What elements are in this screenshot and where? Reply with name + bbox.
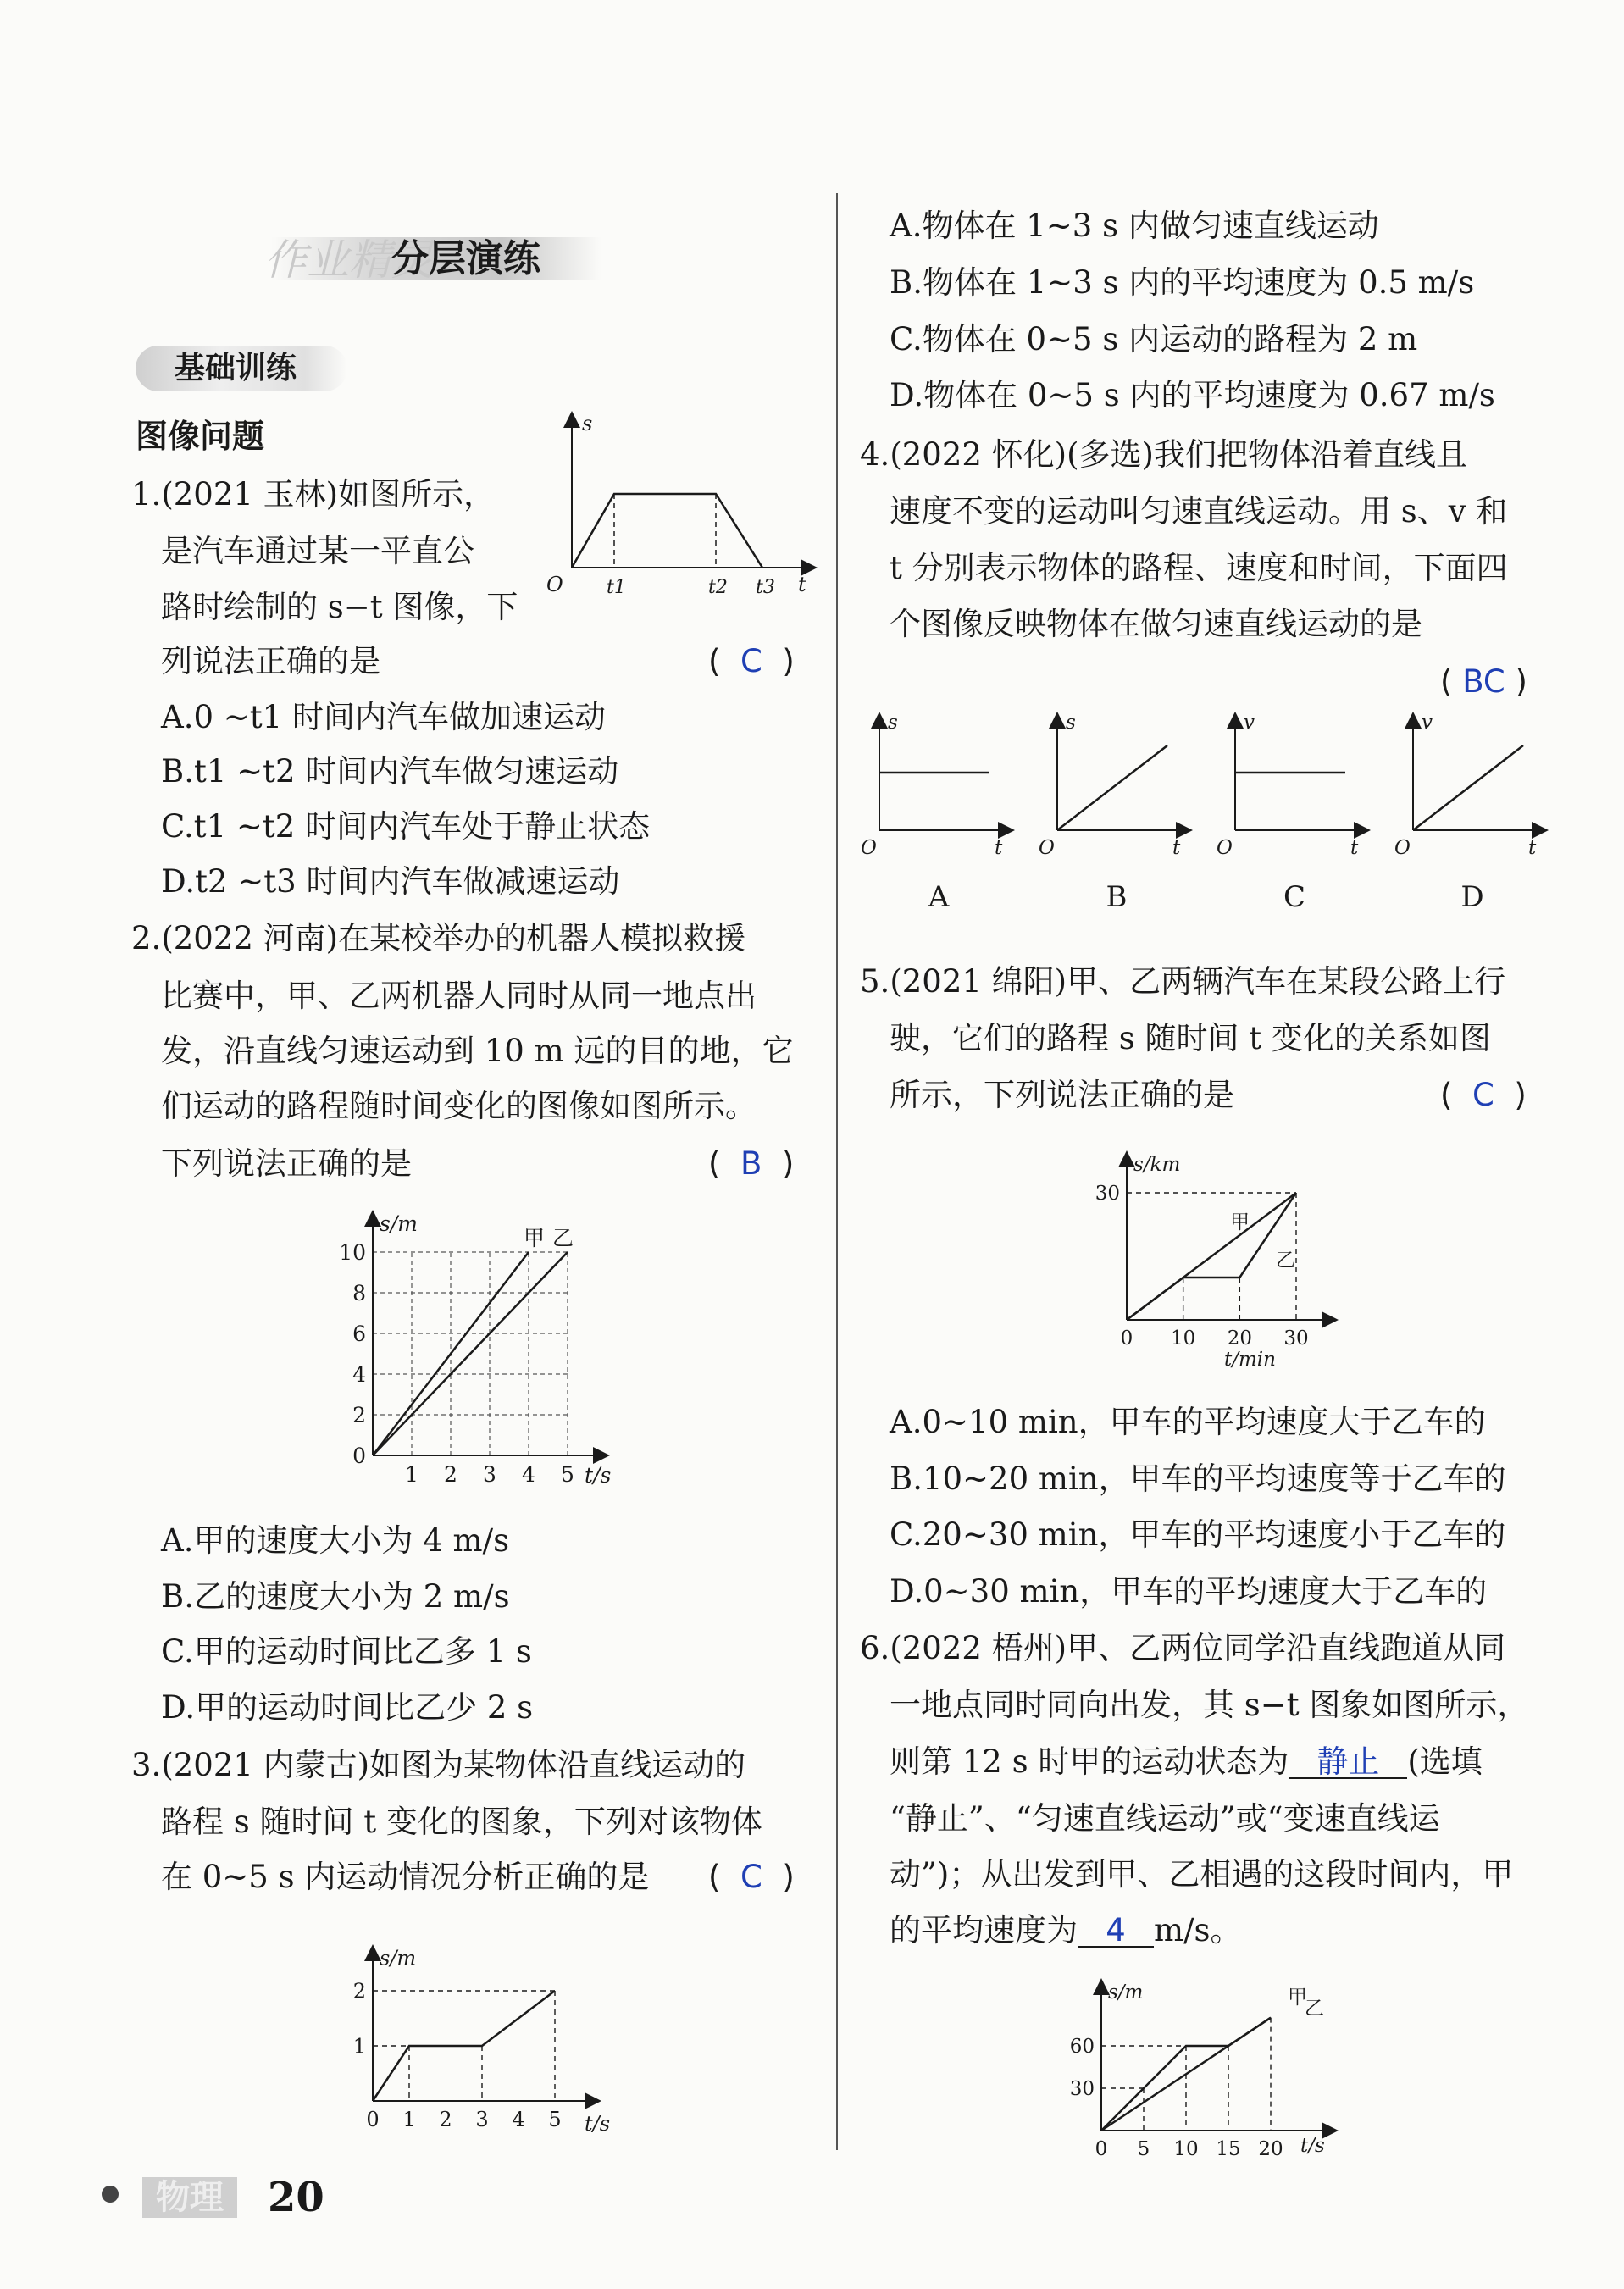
x-tick-label: 0 — [366, 2108, 380, 2131]
q3-line1: 3.(2021 内蒙古)如图为某物体沿直线运动的 — [131, 1747, 746, 1783]
x-tick-label: 15 — [1216, 2138, 1241, 2160]
graph-option-label: B — [1106, 880, 1128, 914]
q2-option: D.甲的运动时间比乙少 2 s — [161, 1689, 534, 1726]
x-tick-label: 30 — [1283, 1327, 1309, 1350]
y-tick-label: 2 — [352, 1979, 366, 2004]
q2-option: A.甲的速度大小为 4 m/s — [161, 1522, 510, 1559]
y-label: s — [582, 412, 593, 435]
q5-option: B.10~20 min，甲车的平均速度等于乙车的 — [890, 1460, 1506, 1497]
q4-answer: ( BC ) — [1440, 663, 1527, 700]
y-tick-label: 10 — [339, 1239, 366, 1265]
graph-option-label: D — [1460, 880, 1484, 914]
page-number: 20 — [268, 2174, 324, 2221]
q2-option: B.乙的速度大小为 2 m/s — [161, 1578, 510, 1615]
x-tick-label: 10 — [1173, 2138, 1199, 2160]
q1-answer: ( C ) — [708, 643, 795, 679]
q1-line2: 是汽车通过某一平直公 — [161, 533, 474, 569]
x-axis-label: t/min — [1224, 1349, 1276, 1371]
q2-line2: 比赛中，甲、乙两机器人同时从同一地点出 — [161, 978, 757, 1014]
x-tick-label: 1 — [402, 2108, 416, 2131]
column-divider — [836, 193, 838, 2150]
x-tick-label: 20 — [1227, 1327, 1252, 1350]
y-tick-label: 30 — [1095, 1183, 1120, 1205]
q2-chart — [330, 1203, 644, 1499]
footer-dot — [102, 2186, 119, 2203]
q5-option: A.0~10 min，甲车的平均速度大于乙车的 — [890, 1404, 1486, 1440]
q5-option: C.20~30 min，甲车的平均速度小于乙车的 — [890, 1516, 1506, 1553]
x-tick-label: 3 — [475, 2108, 489, 2131]
x-axis-label: t — [1172, 837, 1181, 859]
q2-line1: 2.(2022 河南)在某校举办的机器人模拟救援 — [131, 920, 746, 956]
q5-answer-value: C — [1472, 1077, 1494, 1113]
q5-answer: ( C ) — [1440, 1077, 1527, 1113]
q6-line3: 则第 12 s 时甲的运动状态为 静止 (选填 — [890, 1743, 1483, 1780]
q6-blank-state: 静止 — [1289, 1746, 1407, 1779]
q2-answer: ( B ) — [708, 1145, 795, 1182]
q4-line3: t 分别表示物体的路程、速度和时间，下面四 — [890, 550, 1508, 586]
series-line-乙 — [1127, 1193, 1296, 1320]
q6-line2: 一地点同时同向出发，其 s−t 图象如图所示， — [890, 1687, 1529, 1723]
q4-line1: 4.(2022 怀化)(多选)我们把物体沿着直线且 — [860, 436, 1467, 473]
tick-label: t3 — [756, 577, 775, 598]
x-tick-label: 5 — [561, 1462, 574, 1487]
y-tick-label: 0 — [352, 1443, 366, 1468]
series-label: 乙 — [1276, 1250, 1295, 1272]
q1-option: D.t2 ~t3 时间内汽车做减速运动 — [161, 863, 620, 900]
y-tick-label: 8 — [352, 1280, 366, 1305]
x-axis-label: t — [1528, 837, 1537, 859]
x-tick-label: 0 — [1120, 1327, 1133, 1350]
q6-line4: “静止”、“匀速直线运动”或“变速直线运 — [890, 1800, 1440, 1837]
x-axis-label: t/s — [585, 2112, 611, 2136]
y-tick-label: 60 — [1069, 2036, 1095, 2059]
footer-subject: 物理 — [142, 2177, 237, 2218]
x-tick-label: 1 — [405, 1462, 418, 1487]
q4-answer-value: BC — [1462, 663, 1505, 700]
x-tick-label: 5 — [548, 2108, 562, 2131]
series-line-乙 — [373, 1252, 568, 1455]
y-tick-label: 1 — [352, 2034, 366, 2059]
q1-option: A.0 ~t1 时间内汽车做加速运动 — [161, 699, 606, 735]
y-tick-label: 2 — [352, 1402, 366, 1427]
q3-line3: 在 0~5 s 内运动情况分析正确的是 — [161, 1859, 650, 1895]
q1-line1: 1.(2021 玉林)如图所示， — [131, 476, 496, 513]
s-t-line — [572, 494, 762, 568]
q1-graph — [534, 407, 822, 601]
x-tick-label: 4 — [522, 1462, 535, 1487]
y-tick-label: 6 — [352, 1321, 366, 1346]
graph-line-B — [1057, 745, 1167, 830]
y-axis-label: s/km — [1133, 1153, 1181, 1176]
origin-label: O — [861, 837, 877, 859]
q1-option: B.t1 ~t2 时间内汽车做匀速运动 — [161, 753, 619, 790]
y-tick-label: 4 — [352, 1361, 366, 1387]
y-axis-label: v — [1422, 712, 1433, 734]
q2-answer-value: B — [740, 1145, 762, 1182]
q1-answer-value: C — [740, 643, 762, 679]
q3-answer: ( C ) — [708, 1859, 795, 1895]
graph-option-label: A — [928, 880, 950, 914]
x-axis-label: t/s — [585, 1463, 612, 1488]
q1-line3: 路时绘制的 s−t 图像，下 — [161, 589, 518, 625]
section-title: 分层演练 — [391, 237, 540, 280]
origin-label: O — [1394, 837, 1411, 859]
q3-option: B.物体在 1~3 s 内的平均速度为 0.5 m/s — [890, 264, 1475, 301]
y-axis-label: s/m — [380, 1211, 418, 1236]
q3-option: C.物体在 0~5 s 内运动的路程为 2 m — [890, 321, 1418, 357]
q3-option: A.物体在 1~3 s 内做匀速直线运动 — [890, 208, 1379, 244]
x-tick-label: 3 — [483, 1462, 496, 1487]
q6-line6: 的平均速度为 4 m/s。 — [890, 1912, 1242, 1948]
q6-line5: 动”)；从出发到甲、乙相遇的这段时间内，甲 — [890, 1856, 1514, 1893]
series-label: 甲 — [524, 1226, 546, 1250]
x-tick-label: 2 — [444, 1462, 457, 1487]
q6-chart — [1050, 1957, 1355, 2160]
q3-chart — [339, 1915, 644, 2143]
q3-answer-value: C — [740, 1859, 762, 1895]
x-tick-label: 10 — [1171, 1327, 1196, 1350]
x-axis-label: t — [1350, 837, 1359, 859]
y-axis-label: s — [1066, 712, 1076, 734]
origin-label: O — [546, 573, 563, 596]
q1-option: C.t1 ~t2 时间内汽车处于静止状态 — [161, 808, 651, 845]
graph-line-D — [1413, 745, 1523, 830]
topic-heading: 图像问题 — [136, 418, 265, 455]
x-tick-label: 2 — [439, 2108, 452, 2131]
y-axis-label: v — [1244, 712, 1255, 734]
q4-line4: 个图像反映物体在做匀速直线运动的是 — [890, 606, 1422, 642]
series-label: 乙 — [552, 1226, 574, 1250]
series-label: 甲 — [1230, 1211, 1250, 1233]
tick-label: t2 — [708, 577, 728, 598]
q1-line4: 列说法正确的是 — [161, 643, 380, 679]
y-axis-label: s/m — [380, 1946, 417, 1970]
q4-line2: 速度不变的运动叫匀速直线运动。用 s、v 和 — [890, 493, 1508, 529]
series-label: 甲 — [1288, 1987, 1307, 2009]
x-label: t — [798, 573, 806, 596]
origin-label: O — [1217, 837, 1233, 859]
q2-line4: 们运动的路程随时间变化的图像如图所示。 — [161, 1088, 757, 1124]
q5-chart — [1076, 1135, 1364, 1372]
x-axis-label: t — [995, 837, 1003, 859]
x-tick-label: 5 — [1137, 2138, 1150, 2160]
x-tick-label: 20 — [1258, 2138, 1283, 2160]
graph-option-label: C — [1283, 880, 1306, 914]
q2-line3: 发，沿直线匀速运动到 10 m 远的目的地，它 — [161, 1033, 794, 1069]
y-axis-label: s/m — [1108, 1981, 1144, 2004]
x-tick-label: 4 — [512, 2108, 525, 2131]
subsection-title: 基础训练 — [175, 351, 297, 385]
q6-blank-speed: 4 — [1078, 1915, 1154, 1948]
q2-line5: 下列说法正确的是 — [161, 1145, 412, 1182]
series-label: 乙 — [1305, 1998, 1324, 2020]
q6-line1: 6.(2022 梧州)甲、乙两位同学沿直线跑道从同 — [860, 1630, 1506, 1666]
q5-line2: 驶，它们的路程 s 随时间 t 变化的关系如图 — [890, 1020, 1491, 1056]
q4-graph-set — [856, 703, 1559, 923]
x-tick-label: 0 — [1095, 2138, 1108, 2160]
tick-label: t1 — [607, 577, 626, 598]
q5-line1: 5.(2021 绵阳)甲、乙两辆汽车在某段公路上行 — [860, 963, 1506, 1000]
q2-option: C.甲的运动时间比乙多 1 s — [161, 1633, 532, 1670]
watermark: 作业精灵 — [264, 236, 434, 285]
q5-line3: 所示，下列说法正确的是 — [890, 1077, 1234, 1113]
series-line-s — [373, 1991, 555, 2101]
q3-option: D.物体在 0~5 s 内的平均速度为 0.67 m/s — [890, 377, 1495, 413]
y-axis-label: s — [888, 712, 898, 734]
origin-label: O — [1039, 837, 1055, 859]
x-axis-label: t/s — [1300, 2135, 1325, 2157]
q5-option: D.0~30 min，甲车的平均速度大于乙车的 — [890, 1573, 1488, 1610]
q3-line2: 路程 s 随时间 t 变化的图象，下列对该物体 — [161, 1804, 762, 1840]
y-tick-label: 30 — [1069, 2078, 1095, 2101]
